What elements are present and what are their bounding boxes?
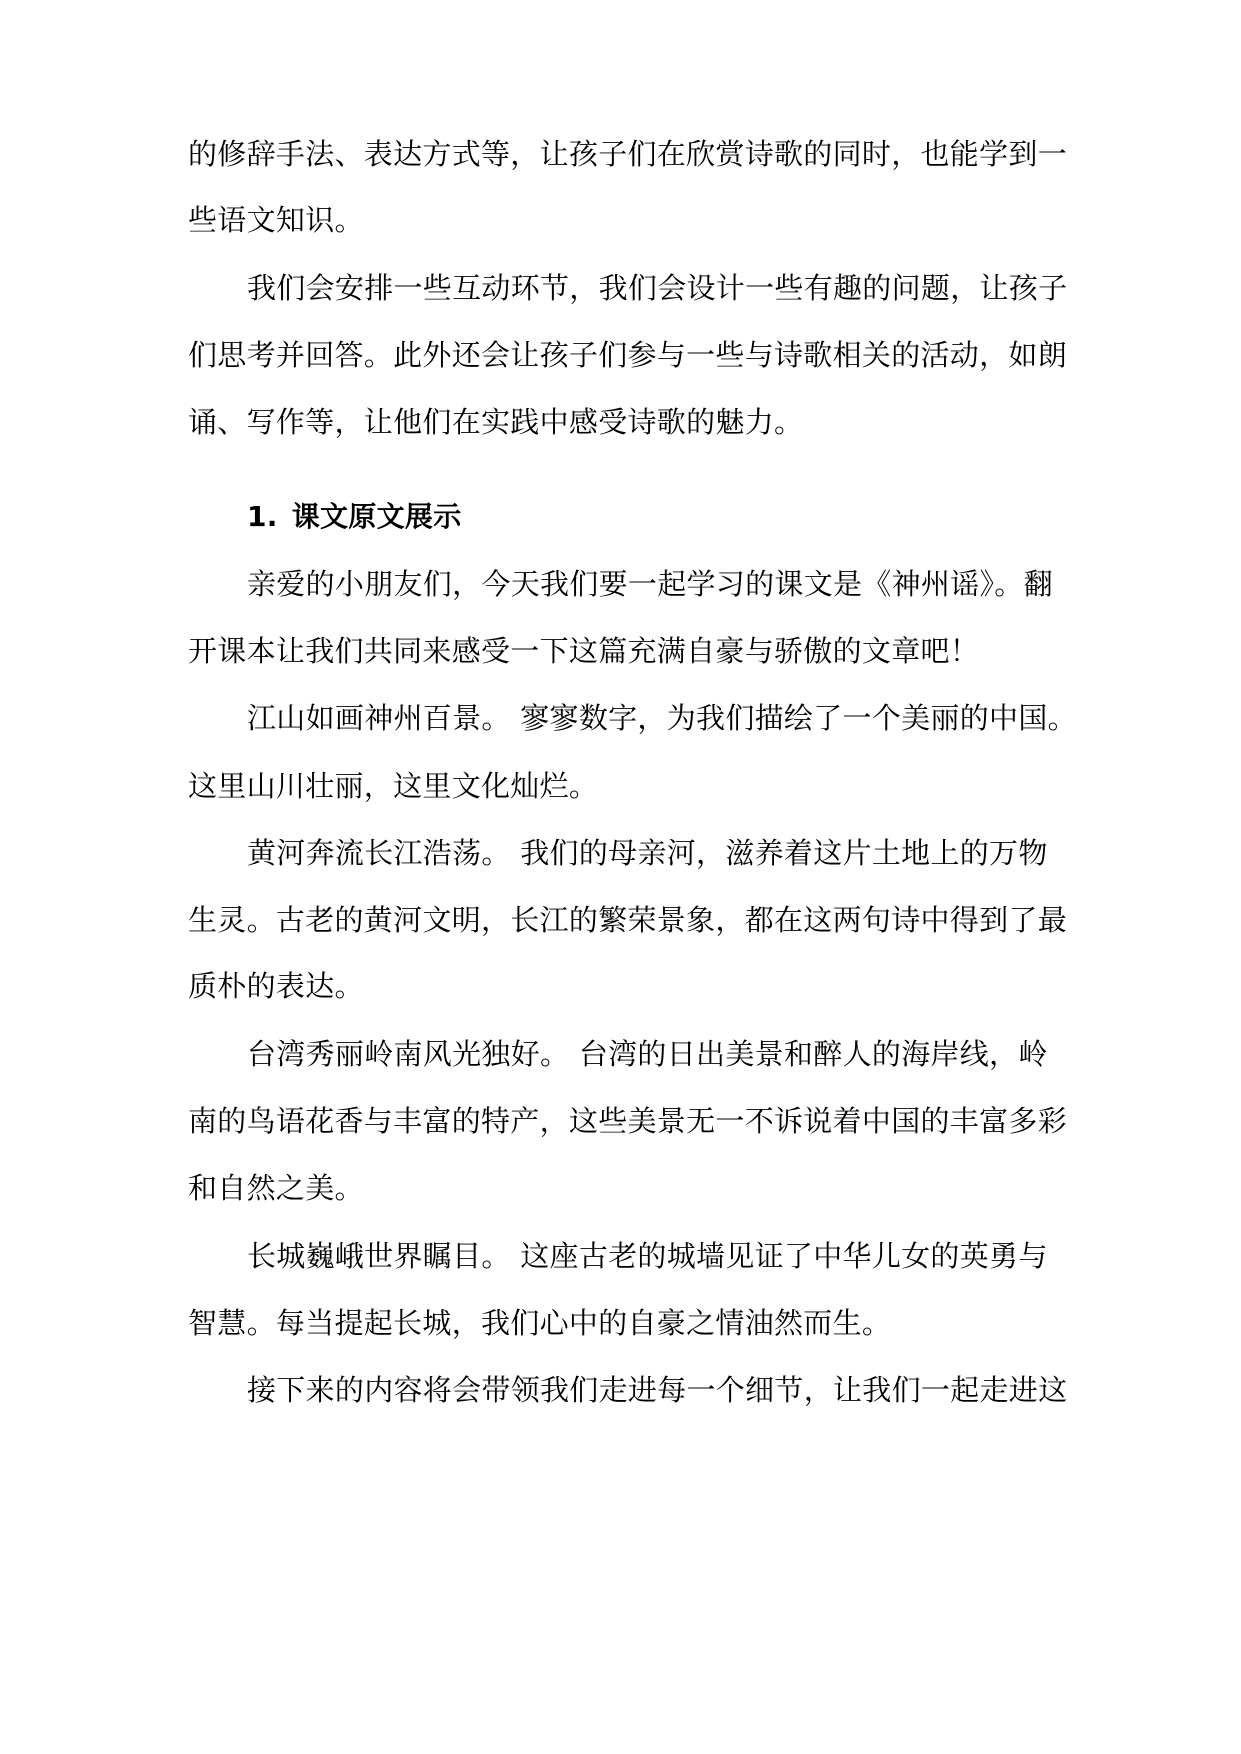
paragraph-line: 这里山川壮丽，这里文化灿烂。 xyxy=(188,769,599,803)
paragraph-line: 江山如画神州百景。 寥寥数字，为我们描绘了一个美丽的中国。 xyxy=(247,701,1077,735)
paragraph-line: 的修辞手法、表达方式等，让孩子们在欣赏诗歌的同时，也能学到一 xyxy=(188,137,1068,171)
paragraph-line: 和自然之美。 xyxy=(188,1171,364,1205)
paragraph-line: 长城巍峨世界瞩目。 这座古老的城墙见证了中华儿女的英勇与 xyxy=(247,1239,1048,1273)
paragraph-line: 亲爱的小朋友们，今天我们要一起学习的课文是《神州谣》。翻 xyxy=(247,567,1053,601)
paragraph-line: 黄河奔流长江浩荡。 我们的母亲河，滋养着这片土地上的万物 xyxy=(247,836,1048,870)
paragraph-line: 接下来的内容将会带领我们走进每一个细节，让我们一起走进这 xyxy=(247,1373,1068,1407)
paragraph-line: 们思考并回答。此外还会让孩子们参与一些与诗歌相关的活动，如朗 xyxy=(188,338,1068,372)
paragraph-line: 我们会安排一些互动环节，我们会设计一些有趣的问题，让孩子 xyxy=(247,271,1068,305)
paragraph-line: 台湾秀丽岭南风光独好。 台湾的日出美景和醉人的海岸线，岭 xyxy=(247,1037,1048,1071)
section-heading-text: 课文原文展示 xyxy=(291,500,462,533)
paragraph-line: 南的鸟语花香与丰富的特产，这些美景无一不诉说着中国的丰富多彩 xyxy=(188,1104,1068,1138)
paragraph-line: 智慧。每当提起长城，我们心中的自豪之情油然而生。 xyxy=(188,1306,892,1340)
section-heading-number: 1. xyxy=(247,500,278,533)
paragraph-line: 质朴的表达。 xyxy=(188,969,364,1003)
paragraph-line: 生灵。古老的黄河文明，长江的繁荣景象，都在这两句诗中得到了最 xyxy=(188,903,1068,937)
section-heading xyxy=(247,497,1058,537)
paragraph-line: 开课本让我们共同来感受一下这篇充满自豪与骄傲的文章吧！ xyxy=(188,634,980,668)
paragraph-line: 诵、写作等，让他们在实践中感受诗歌的魅力。 xyxy=(188,405,804,439)
paragraph-line: 些语文知识。 xyxy=(188,203,364,237)
